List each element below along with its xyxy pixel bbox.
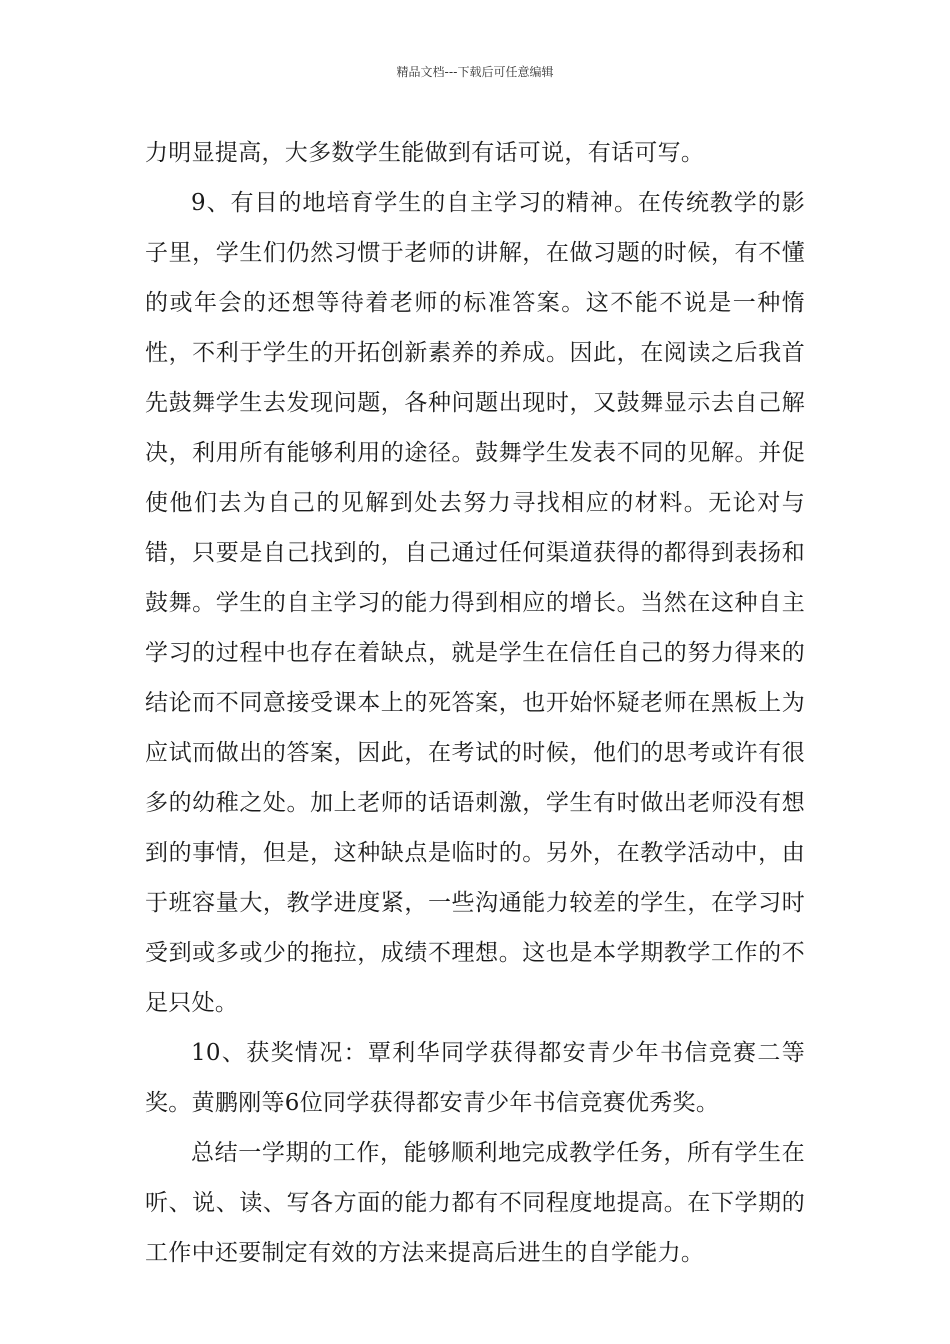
paragraph-item-9: 9、有目的地培育学生的自主学习的精神。在传统教学的影子里，学生们仍然习惯于老师的讲解，在做习题的时候，有不懂的或年会的还想等待着老师的标准答案。这不能不说是一种惰性，不利于学生的开拓创新素养的养成。因此，在阅读之后我首先鼓舞学生去发现问题，各种问题出现时，又鼓舞显示去自己解决，利用所有能够利用的途径。鼓舞学生发表不同的见解。并促使他们去为自己的见解到处去努力寻找相应的材料。无论对与错，只要是自己找到的，自己通过任何渠道获得的都得到表扬和鼓舞。学生的自主学习的能力得到相应的增长。当然在这种自主学习的过程中也存在着缺点，就是学生在信任自己的努力得来的结论而不同意接受课本上的死答案，也开始怀疑老师在黑板上为应试而做出的答案，因此，在考试的时候，他们的思考或许有很多的幼稚之处。加上老师的话语刺激，学生有时做出老师没有想到的事情，但是，这种缺点是临时的。另外，在教学活动中，由于班容量大，教学进度紧，一些沟通能力较差的学生，在学习时受到或多或少的拖拉，成绩不理想。这也是本学期教学工作的不足只处。 (145, 190, 805, 1016)
paragraph-summary: 总结一学期的工作，能够顺利地完成教学任务，所有学生在听、说、读、写各方面的能力都有不同程度地提高。在下学期的工作中还要制定有效的方法来提高后进生的自学能力。 (145, 1140, 805, 1266)
document-body (145, 128, 805, 1278)
paragraph-item-10-awards: 10、获奖情况：覃利华同学获得都安青少年书信竞赛二等奖。黄鹏刚等6位同学获得都安青少年书信竞赛优秀奖。 (145, 1040, 805, 1116)
paragraph-continuation: 力明显提高，大多数学生能做到有话可说，有话可写。 (145, 140, 705, 166)
page-header-watermark: 精品文档---下载后可任意编辑 (396, 65, 554, 79)
